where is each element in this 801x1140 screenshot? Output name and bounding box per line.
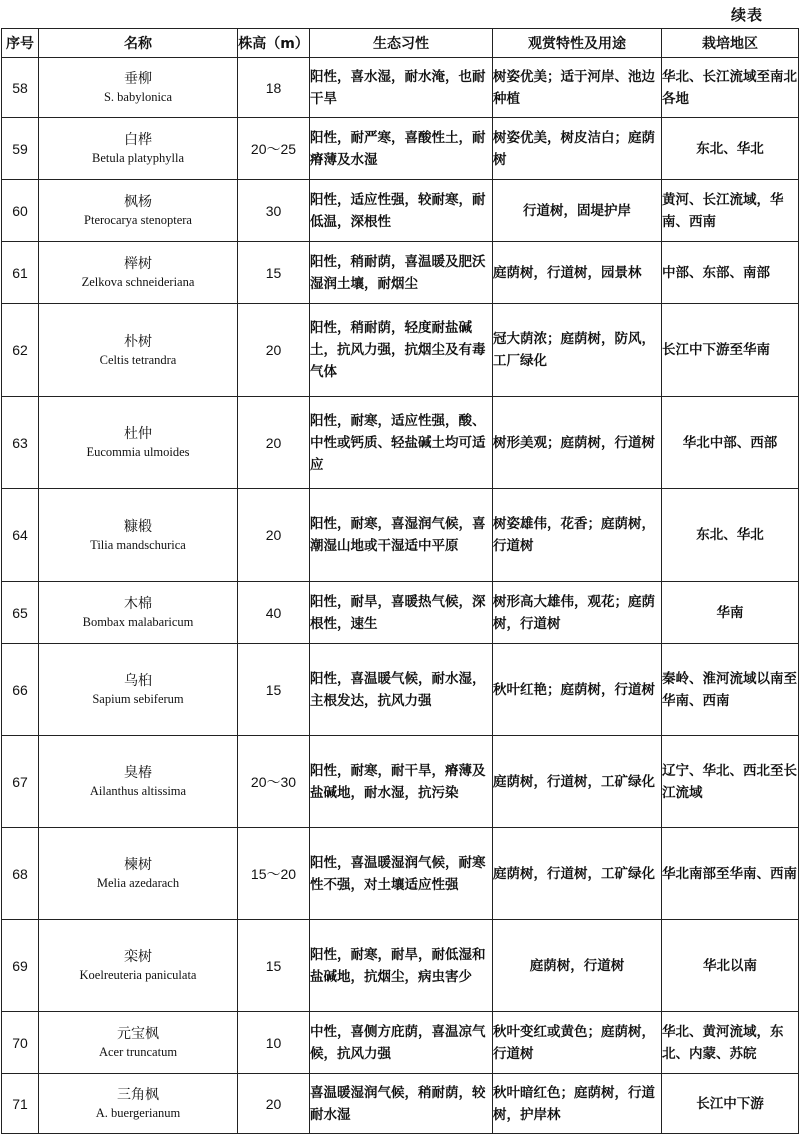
row-index: 58	[2, 58, 39, 118]
plant-name-cell	[39, 58, 238, 118]
plant-name-cell	[39, 397, 238, 489]
chinese-name: 楝树	[124, 857, 152, 873]
use-cell: 庭荫树，行道树	[493, 920, 662, 1012]
region-cell: 秦岭、淮河流域以南至华南、西南	[662, 644, 799, 736]
table-row	[2, 489, 799, 582]
height-cell: 20～30	[238, 736, 310, 828]
height-cell: 15	[238, 920, 310, 1012]
chinese-name: 白桦	[124, 132, 152, 148]
height-cell: 30	[238, 180, 310, 242]
latin-name: Tilia mandschurica	[90, 537, 186, 552]
habit-cell: 阳性，喜水湿，耐水淹，也耐干旱	[310, 58, 493, 118]
habit-cell: 阳性，适应性强，较耐寒，耐低温，深根性	[310, 180, 493, 242]
header-use: 观赏特性及用途	[493, 29, 662, 58]
plant-name-cell	[39, 180, 238, 242]
region-cell: 黄河、长江流域，华南、西南	[662, 180, 799, 242]
habit-cell: 阳性，喜温暖湿润气候，耐寒性不强，对土壤适应性强	[310, 828, 493, 920]
height-cell: 10	[238, 1012, 310, 1074]
chinese-name: 乌桕	[124, 673, 152, 689]
region-cell: 长江中下游	[662, 1074, 799, 1134]
table-row	[2, 242, 799, 304]
plant-name-cell	[39, 582, 238, 644]
use-cell: 树姿优美；适于河岸、池边种植	[493, 58, 662, 118]
region-cell: 华北、黄河流域，东北、内蒙、苏皖	[662, 1012, 799, 1074]
use-cell: 树姿优美，树皮洁白；庭荫树	[493, 118, 662, 180]
row-index: 61	[2, 242, 39, 304]
habit-cell: 阳性，耐旱，喜暖热气候，深根性，速生	[310, 582, 493, 644]
use-cell: 冠大荫浓；庭荫树，防风，工厂绿化	[493, 304, 662, 397]
habit-cell: 喜温暖湿润气候，稍耐荫，较耐水湿	[310, 1074, 493, 1134]
row-index: 60	[2, 180, 39, 242]
latin-name: Bombax malabaricum	[82, 615, 194, 629]
region-cell: 东北、华北	[662, 489, 799, 582]
row-index: 67	[2, 736, 39, 828]
chinese-name: 朴树	[124, 333, 152, 350]
plant-name-cell	[39, 920, 238, 1012]
region-cell: 华南	[662, 582, 799, 644]
row-index: 71	[2, 1074, 39, 1134]
habit-cell: 阳性，稍耐荫，喜温暖及肥沃湿润土壤，耐烟尘	[310, 242, 493, 304]
table-row	[2, 397, 799, 489]
header-name: 名称	[39, 29, 238, 58]
table-row	[2, 180, 799, 242]
chinese-name: 元宝枫	[117, 1026, 159, 1042]
habit-cell: 阳性，耐寒，喜湿润气候，喜潮湿山地或干湿适中平原	[310, 489, 493, 582]
row-index: 63	[2, 397, 39, 489]
plant-name-cell	[39, 489, 238, 582]
header-height: 株高（m）	[238, 29, 310, 58]
plant-name-cell	[39, 828, 238, 920]
height-cell: 18	[238, 58, 310, 118]
region-cell: 东北、华北	[662, 118, 799, 180]
region-cell: 辽宁、华北、西北至长江流域	[662, 736, 799, 828]
chinese-name: 三角枫	[117, 1087, 159, 1103]
region-cell: 华北、长江流域至南北各地	[662, 58, 799, 118]
chinese-name: 垂柳	[124, 71, 152, 87]
latin-name: Koelreuteria paniculata	[79, 968, 197, 982]
table-row	[2, 828, 799, 920]
table-row	[2, 644, 799, 736]
habit-cell: 阳性，耐严寒，喜酸性土，耐瘠薄及水湿	[310, 118, 493, 180]
region-cell: 长江中下游至华南	[662, 304, 799, 397]
row-index: 66	[2, 644, 39, 736]
plant-name-cell	[39, 118, 238, 180]
region-cell: 华北南部至华南、西南	[662, 828, 799, 920]
header-row	[2, 29, 799, 58]
use-cell: 秋叶红艳；庭荫树，行道树	[493, 644, 662, 736]
use-cell: 庭荫树，行道树，园景林	[493, 242, 662, 304]
chinese-name: 榉树	[124, 256, 152, 272]
habit-cell: 阳性，喜温暖气候，耐水湿，主根发达，抗风力强	[310, 644, 493, 736]
chinese-name: 杜仲	[124, 426, 152, 442]
table-row	[2, 1074, 799, 1134]
plant-name-cell	[39, 242, 238, 304]
continued-label: 续表	[730, 6, 763, 24]
chinese-name: 糠椴	[124, 518, 152, 535]
height-cell: 15	[238, 242, 310, 304]
use-cell: 庭荫树，行道树，工矿绿化	[493, 736, 662, 828]
latin-name: Sapium sebiferum	[92, 692, 184, 706]
use-cell: 庭荫树，行道树，工矿绿化	[493, 828, 662, 920]
chinese-name: 臭椿	[124, 765, 152, 781]
plant-table	[1, 28, 799, 1134]
height-cell: 20	[238, 489, 310, 582]
height-cell: 20	[238, 1074, 310, 1134]
habit-cell: 阳性，耐寒，耐干旱，瘠薄及盐碱地，耐水湿，抗污染	[310, 736, 493, 828]
row-index: 59	[2, 118, 39, 180]
latin-name: Pterocarya stenoptera	[84, 213, 192, 227]
table-row	[2, 920, 799, 1012]
height-cell: 20～25	[238, 118, 310, 180]
row-index: 69	[2, 920, 39, 1012]
plant-name-cell	[39, 1012, 238, 1074]
row-index: 64	[2, 489, 39, 582]
latin-name: Acer truncatum	[98, 1045, 178, 1059]
chinese-name: 枫杨	[124, 194, 152, 210]
habit-cell: 阳性，耐寒，耐旱，耐低湿和盐碱地，抗烟尘，病虫害少	[310, 920, 493, 1012]
table-row	[2, 582, 799, 644]
habit-cell: 阳性，稍耐荫，轻度耐盐碱土，抗风力强，抗烟尘及有毒气体	[310, 304, 493, 397]
table-row	[2, 304, 799, 397]
region-cell: 华北中部、西部	[662, 397, 799, 489]
habit-cell: 中性，喜侧方庇荫，喜温凉气候，抗风力强	[310, 1012, 493, 1074]
header-habit: 生态习性	[310, 29, 493, 58]
row-index: 70	[2, 1012, 39, 1074]
chinese-name: 栾树	[124, 949, 152, 965]
region-cell: 中部、东部、南部	[662, 242, 799, 304]
chinese-name: 木棉	[124, 596, 152, 612]
latin-name: S. babylonica	[103, 90, 173, 104]
height-cell: 15	[238, 644, 310, 736]
plant-name-cell	[39, 736, 238, 828]
latin-name: Betula platyphylla	[92, 151, 184, 165]
use-cell: 秋叶变红或黄色；庭荫树，行道树	[493, 1012, 662, 1074]
row-index: 62	[2, 304, 39, 397]
latin-name: Celtis tetrandra	[99, 352, 177, 367]
header-index: 序号	[2, 29, 39, 58]
use-cell: 树形美观；庭荫树，行道树	[493, 397, 662, 489]
table-row	[2, 736, 799, 828]
use-cell: 秋叶暗红色；庭荫树，行道树，护岸林	[493, 1074, 662, 1134]
row-index: 68	[2, 828, 39, 920]
use-cell: 行道树，固堤护岸	[493, 180, 662, 242]
use-cell: 树形高大雄伟，观花；庭荫树，行道树	[493, 582, 662, 644]
height-cell: 20	[238, 304, 310, 397]
row-index: 65	[2, 582, 39, 644]
latin-name: Melia azedarach	[96, 876, 180, 890]
latin-name: A. buergerianum	[95, 1106, 181, 1120]
habit-cell: 阳性，耐寒，适应性强，酸、中性或钙质、轻盐碱土均可适应	[310, 397, 493, 489]
latin-name: Ailanthus altissima	[89, 784, 187, 798]
plant-name-cell	[39, 304, 238, 397]
height-cell: 20	[238, 397, 310, 489]
plant-name-cell	[39, 644, 238, 736]
latin-name: Zelkova schneideriana	[81, 275, 195, 289]
height-cell: 15～20	[238, 828, 310, 920]
region-cell: 华北以南	[662, 920, 799, 1012]
table-row	[2, 58, 799, 118]
header-region: 栽培地区	[662, 29, 799, 58]
table-row	[2, 1012, 799, 1074]
use-cell: 树姿雄伟，花香；庭荫树，行道树	[493, 489, 662, 582]
latin-name: Eucommia ulmoides	[86, 445, 190, 459]
height-cell: 40	[238, 582, 310, 644]
table-row	[2, 118, 799, 180]
plant-name-cell	[39, 1074, 238, 1134]
